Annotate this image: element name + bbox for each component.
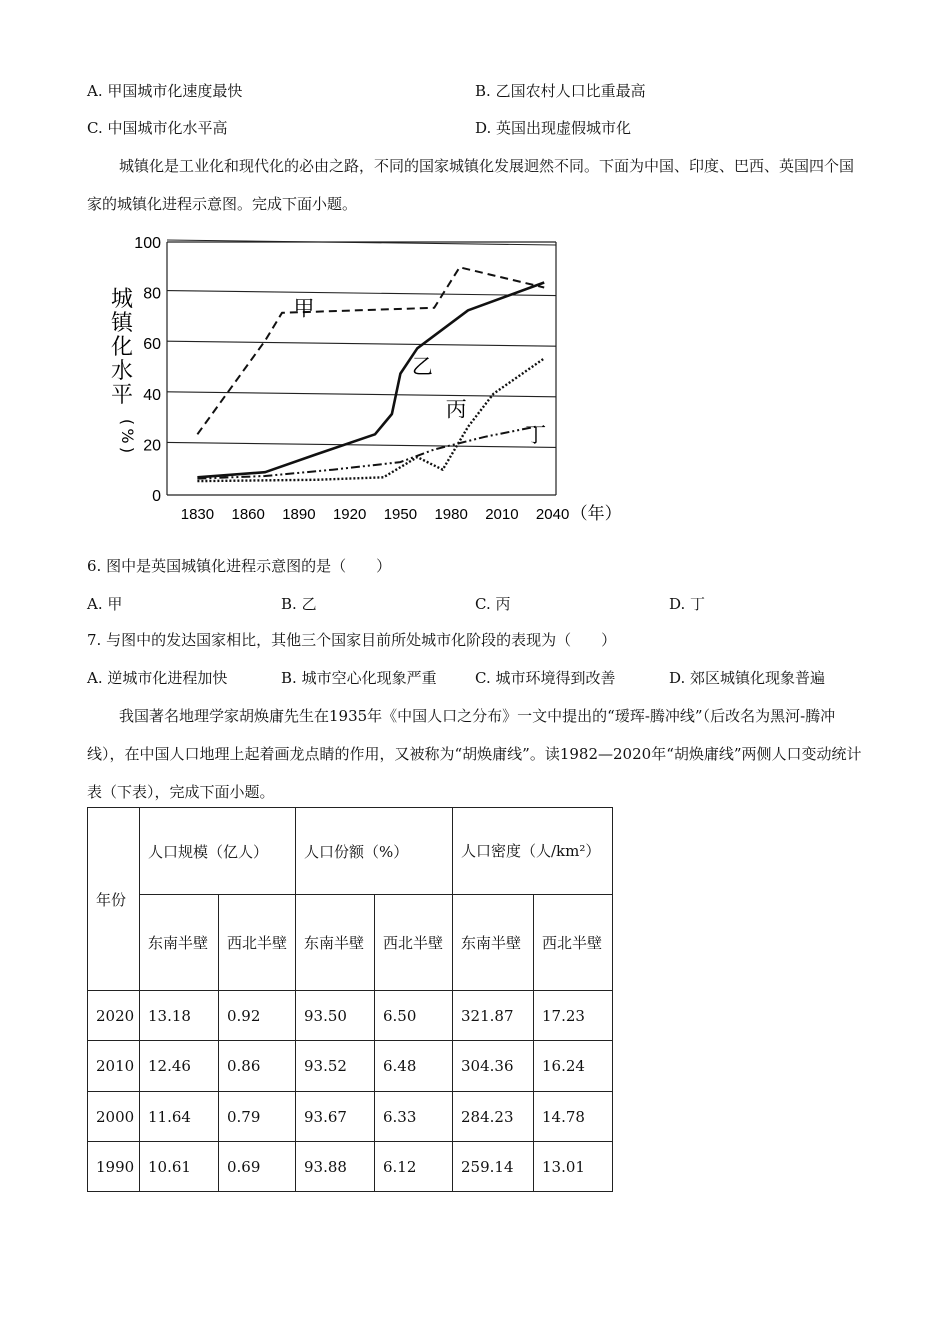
gridline bbox=[167, 291, 556, 296]
table-cell: 2010 bbox=[88, 1041, 140, 1092]
table-cell: 12.46 bbox=[140, 1041, 219, 1092]
y-axis-label-char: 化 bbox=[110, 335, 134, 360]
x-tick-label: 1950 bbox=[383, 506, 418, 523]
table-header-row-sub bbox=[88, 895, 613, 991]
table-cell: 6.33 bbox=[375, 1092, 453, 1142]
x-tick-label: 1890 bbox=[282, 506, 316, 523]
intro-paragraph-hu-line: 我国著名地理学家胡焕庸先生在1935年《中国人口之分布》一文中提出的“瑷珲-腾冲线”（后改名为黑河-腾冲线），在中国人口地理上起着画龙点睛的作用，又被称为“胡焕庸线”。读1982—2020年“胡焕庸线”两侧人口变动统计表（下表），完成下面小题。 bbox=[87, 707, 862, 801]
table-cell: 13.18 bbox=[140, 991, 219, 1041]
table-cell: 93.88 bbox=[296, 1142, 375, 1192]
group-header-share: 人口份额（%） bbox=[296, 808, 453, 895]
q6-option-b[interactable]: B. 乙 bbox=[281, 595, 317, 613]
table-cell: 16.24 bbox=[534, 1041, 613, 1092]
population-table bbox=[87, 807, 613, 1192]
table-row bbox=[88, 1041, 613, 1092]
q5-option-b[interactable]: B. 乙国农村人口比重最高 bbox=[475, 82, 646, 100]
x-tick-label: 1920 bbox=[332, 506, 367, 523]
q5-option-a[interactable]: A. 甲国城市化速度最快 bbox=[87, 82, 243, 100]
series-line-丙 bbox=[197, 358, 547, 481]
q5-option-c[interactable]: C. 中国城市化水平高 bbox=[87, 119, 228, 137]
group-header-scale: 人口规模（亿人） bbox=[140, 808, 296, 895]
table-row bbox=[88, 1092, 613, 1142]
q6-option-c[interactable]: C. 丙 bbox=[475, 595, 511, 613]
sub-header: 西北半壁 bbox=[534, 895, 613, 991]
y-tick-label: 40 bbox=[143, 386, 161, 404]
y-axis-label-char: ( bbox=[118, 418, 137, 426]
group-header-density: 人口密度（人/km²） bbox=[453, 808, 613, 895]
table-cell: 6.12 bbox=[375, 1142, 453, 1192]
series-label: 丁 bbox=[525, 422, 547, 447]
table-cell: 10.61 bbox=[140, 1142, 219, 1192]
table-cell: 93.50 bbox=[296, 991, 375, 1041]
q5-option-d[interactable]: D. 英国出现虚假城市化 bbox=[475, 119, 632, 137]
table-cell: 0.92 bbox=[219, 991, 296, 1041]
year-header: 年份 bbox=[88, 808, 140, 991]
table-cell: 259.14 bbox=[453, 1142, 534, 1192]
table-row bbox=[88, 1142, 613, 1192]
table-cell: 6.48 bbox=[375, 1041, 453, 1092]
series-line-乙 bbox=[197, 283, 547, 478]
table-cell: 2020 bbox=[88, 991, 140, 1041]
sub-header: 东南半壁 bbox=[453, 895, 534, 991]
series-label: 乙 bbox=[411, 354, 433, 379]
sub-header: 东南半壁 bbox=[296, 895, 375, 991]
table-cell: 0.69 bbox=[219, 1142, 296, 1192]
sub-header: 西北半壁 bbox=[375, 895, 453, 991]
sub-header: 东南半壁 bbox=[140, 895, 219, 991]
table-cell: 17.23 bbox=[534, 991, 613, 1041]
table-cell: 1990 bbox=[88, 1142, 140, 1192]
chart-labels bbox=[293, 296, 546, 447]
q7-option-b[interactable]: B. 城市空心化现象严重 bbox=[281, 669, 437, 687]
table-cell: 0.79 bbox=[219, 1092, 296, 1142]
y-tick-label: 20 bbox=[143, 437, 161, 455]
y-axis-label-char: ) bbox=[118, 446, 137, 454]
y-axis-label-char: 镇 bbox=[110, 311, 134, 336]
q7-option-a[interactable]: A. 逆城市化进程加快 bbox=[87, 669, 228, 687]
intro-paragraph-urbanization: 城镇化是工业化和现代化的必由之路，不同的国家城镇化发展迥然不同。下面为中国、印度、巴西、英国四个国家的城镇化进程示意图。完成下面小题。 bbox=[87, 157, 855, 213]
y-axis-label-char: % bbox=[118, 428, 137, 444]
chart-grid bbox=[167, 240, 556, 447]
y-tick-label: 60 bbox=[143, 336, 161, 354]
chart-lines bbox=[197, 267, 547, 481]
urbanization-chart bbox=[100, 226, 630, 526]
y-axis-label-char: 城 bbox=[110, 287, 134, 312]
x-tick-label: 2040 bbox=[535, 506, 570, 523]
series-label: 丙 bbox=[445, 397, 467, 422]
x-axis-label: （年） bbox=[570, 504, 622, 524]
gridline bbox=[167, 341, 556, 346]
gridline bbox=[167, 442, 556, 447]
table-cell: 13.01 bbox=[534, 1142, 613, 1192]
x-tick-label: 1860 bbox=[231, 506, 265, 523]
y-axis-label-char: 平 bbox=[110, 383, 134, 408]
y-tick-label: 80 bbox=[143, 285, 161, 303]
table-cell: 321.87 bbox=[453, 991, 534, 1041]
table-cell: 284.23 bbox=[453, 1092, 534, 1142]
table-cell: 2000 bbox=[88, 1092, 140, 1142]
table-cell: 11.64 bbox=[140, 1092, 219, 1142]
series-label: 甲 bbox=[293, 296, 315, 321]
y-tick-label: 100 bbox=[134, 235, 161, 252]
table-cell: 93.52 bbox=[296, 1041, 375, 1092]
x-tick-label: 1830 bbox=[180, 506, 215, 523]
q6-option-a[interactable]: A. 甲 bbox=[87, 595, 123, 613]
table-cell: 6.50 bbox=[375, 991, 453, 1041]
y-tick-label: 0 bbox=[152, 488, 161, 505]
q7-option-c[interactable]: C. 城市环境得到改善 bbox=[475, 669, 616, 687]
series-line-甲 bbox=[197, 267, 544, 434]
q6-option-d[interactable]: D. 丁 bbox=[669, 595, 706, 613]
table-cell: 0.86 bbox=[219, 1041, 296, 1092]
table-cell: 304.36 bbox=[453, 1041, 534, 1092]
q7-stem: 7. 与图中的发达国家相比，其他三个国家目前所处城市化阶段的表现为（ ） bbox=[87, 631, 617, 649]
table-cell: 93.67 bbox=[296, 1092, 375, 1142]
series-line-丁 bbox=[197, 427, 535, 479]
gridline bbox=[167, 392, 556, 397]
table-row bbox=[88, 991, 613, 1041]
q6-stem: 6. 图中是英国城镇化进程示意图的是（ ） bbox=[87, 557, 392, 575]
x-tick-label: 2010 bbox=[485, 506, 519, 523]
table-cell: 14.78 bbox=[534, 1092, 613, 1142]
chart-axes bbox=[111, 235, 622, 524]
x-tick-label: 1980 bbox=[434, 506, 468, 523]
q7-option-d[interactable]: D. 郊区城镇化现象普遍 bbox=[669, 669, 826, 687]
table-header-row-group bbox=[88, 808, 613, 895]
sub-header: 西北半壁 bbox=[219, 895, 296, 991]
y-axis-label-char: 水 bbox=[110, 359, 134, 384]
